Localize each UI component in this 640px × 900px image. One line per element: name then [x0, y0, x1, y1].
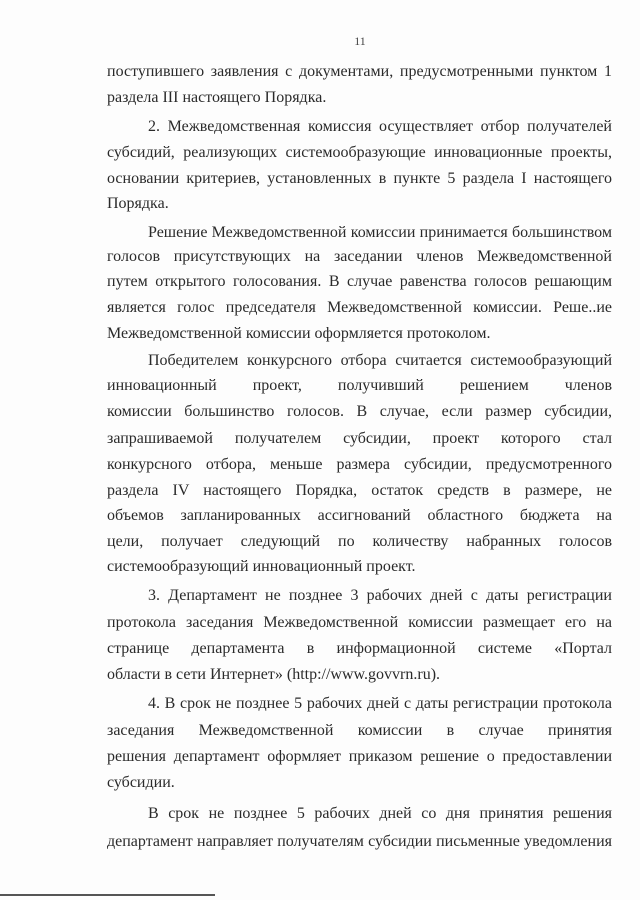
text-line: протокола заседания Межведомственной комиссии размещает его на: [107, 614, 612, 631]
page-number: 11: [354, 34, 366, 48]
footnote-rule: [0, 894, 215, 896]
text-line: основании критериев, установленных в пункте 5 раздела I настоящего: [107, 170, 612, 187]
text-line: голосов присутствующих на заседании членов Межведомственной: [107, 248, 612, 265]
text-line: Победителем конкурсного отбора считается системообразующий: [148, 352, 612, 369]
text-line: странице департамента в информационной системе «Портал: [107, 640, 612, 657]
text-line: комиссии большинство голосов. В случае, если размер субсидии,: [107, 403, 612, 420]
text-line: Решение Межведомственной комиссии принимается большинством: [148, 224, 612, 241]
text-line: 4. В срок не позднее 5 рабочих дней с даты регистрации протокола: [148, 695, 612, 712]
text-line: субсидий, реализующих системообразующие инновационные проекты,: [107, 144, 612, 161]
text-line: 2. Межведомственная комиссия осуществляет отбор получателей: [148, 118, 612, 135]
text-line: области в сети Интернет» (http://www.govvrn.ru).: [107, 666, 441, 683]
text-line: раздела III настоящего Порядка.: [107, 89, 327, 106]
text-line: департамент направляет получателям субсидии письменные уведомления: [107, 833, 612, 850]
text-line: субсидии.: [107, 774, 175, 791]
text-line: поступившего заявления с документами, предусмотренными пунктом 1: [107, 63, 612, 80]
text-line: решения департамент оформляет приказом решение о предоставлении: [107, 748, 612, 765]
text-line: заседания Межведомственной комиссии в случае принятия: [107, 722, 612, 739]
text-line: путем открытого голосования. В случае равенства голосов решающим: [107, 273, 612, 290]
text-line: 3. Департамент не позднее 3 рабочих дней с даты регистрации: [148, 587, 612, 604]
text-line: Порядка.: [107, 195, 169, 212]
text-line: запрашиваемой получателем субсидии, проект которого стал: [107, 430, 612, 447]
text-line: раздела IV настоящего Порядка, остаток средств в размере, не: [107, 482, 612, 499]
text-line: инновационный проект, получивший решением членов: [107, 377, 612, 394]
text-line: цели, получает следующий по количеству набранных голосов: [107, 533, 612, 550]
text-line: В срок не позднее 5 рабочих дней со дня принятия решения: [148, 805, 612, 822]
text-line: системообразующий инновационный проект.: [107, 558, 416, 575]
text-line: конкурсного отбора, меньше размера субсидии, предусмотренного: [107, 456, 612, 473]
text-line: объемов запланированных ассигнований областного бюджета на: [107, 507, 612, 524]
text-line: является голос председателя Межведомственной комиссии. Реше..ие: [107, 299, 612, 316]
text-line: Межведомственной комиссии оформляется протоколом.: [107, 325, 491, 342]
